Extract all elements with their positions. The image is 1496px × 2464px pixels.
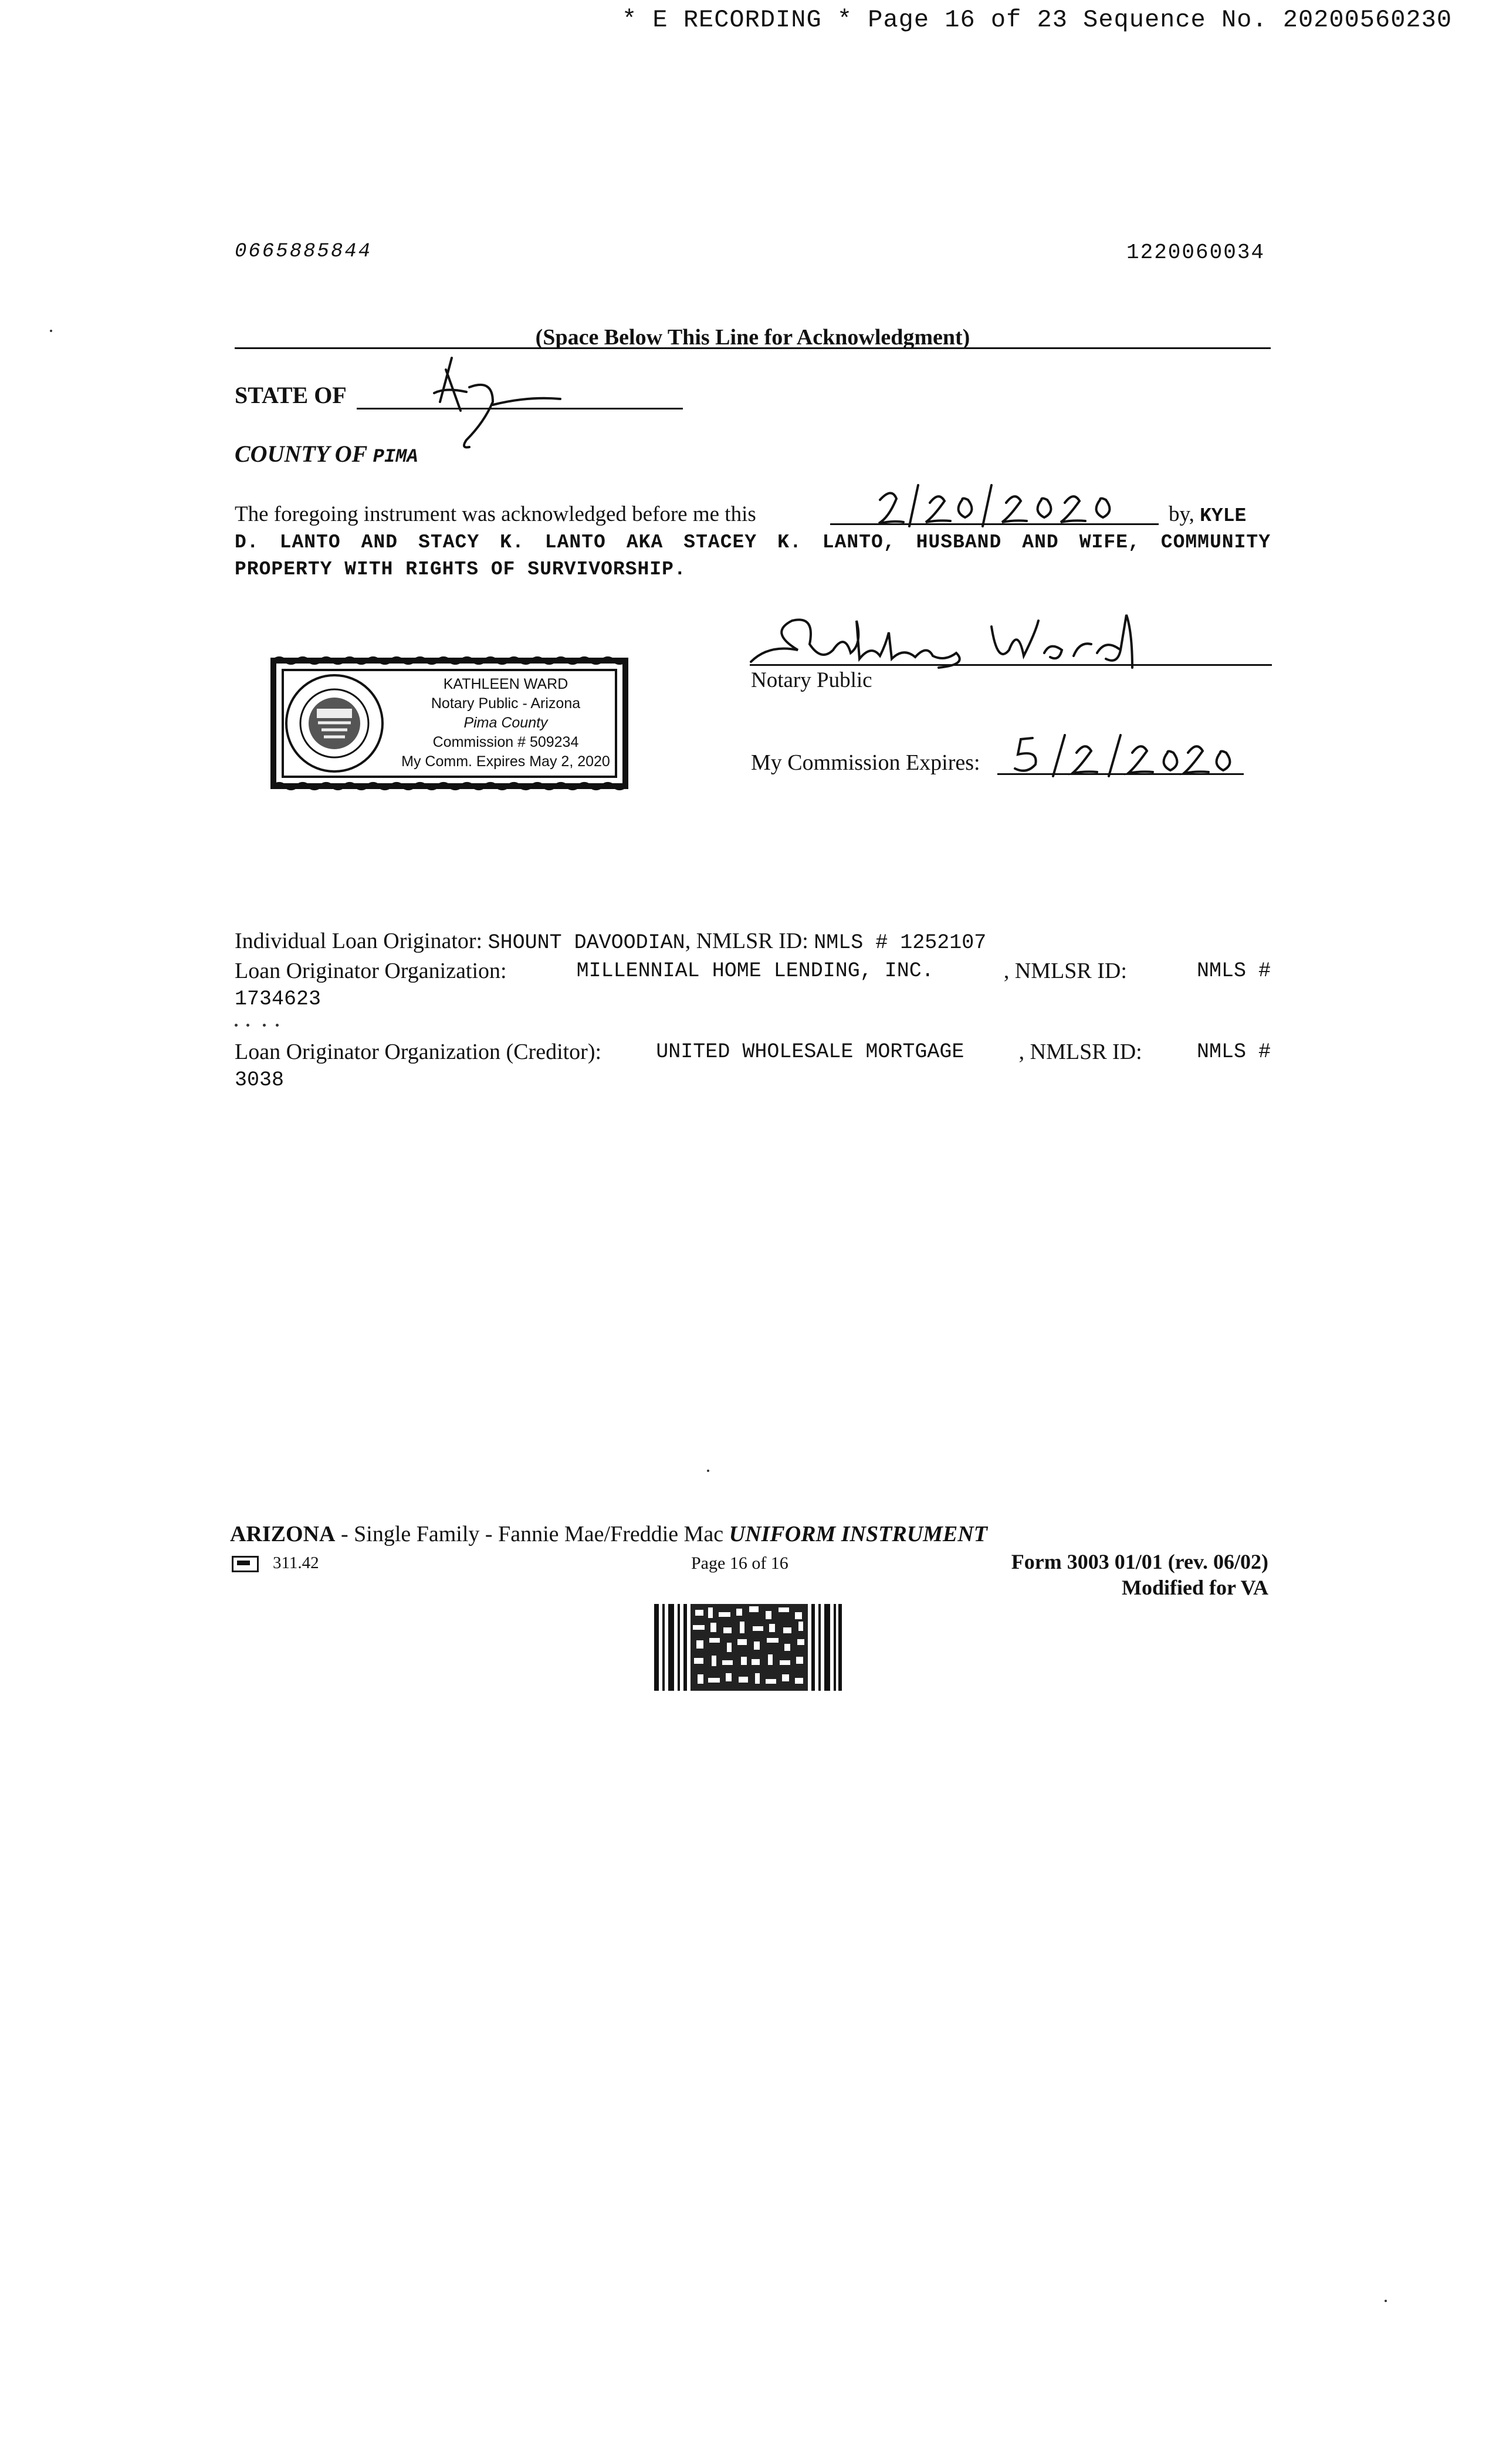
- creditor-row: [235, 1038, 1271, 1066]
- creditor-nmlsr-label: , NMLSR ID:: [1018, 1040, 1142, 1064]
- notary-seal-text: [265, 652, 634, 794]
- scan-speck: [235, 1024, 238, 1027]
- seal-commission: Commission # 509234: [432, 734, 579, 750]
- creditor-name: UNITED WHOLESALE MORTGAGE: [656, 1040, 964, 1064]
- organization-nmlsr-label: , NMLSR ID:: [1003, 959, 1127, 983]
- notary-public-label: Notary Public: [751, 668, 872, 692]
- individual-originator-label: Individual Loan Originator:: [235, 929, 483, 953]
- footer-modified: Modified for VA: [1121, 1576, 1268, 1599]
- seal-expires: My Comm. Expires May 2, 2020: [401, 753, 610, 770]
- seal-title: Notary Public - Arizona: [431, 695, 581, 712]
- footer-page-number: Page 16 of 16: [691, 1553, 788, 1573]
- party-first-word: KYLE: [1200, 505, 1247, 527]
- scan-speck: [50, 330, 52, 332]
- footer-state: ARIZONA: [230, 1522, 336, 1546]
- scan-speck: [276, 1024, 279, 1027]
- commission-expires-handwritten: [1009, 732, 1232, 779]
- individual-nmlsr-label: , NMLSR ID:: [685, 929, 808, 953]
- space-below-heading: (Space Below This Line for Acknowledgment): [535, 325, 970, 350]
- document-barcode: [654, 1604, 842, 1691]
- loan-number-right: 1220060034: [1126, 241, 1265, 265]
- county-line: [235, 440, 418, 468]
- acknowledgment-intro: The foregoing instrument was acknowledged before me this: [235, 502, 756, 526]
- spacer: [235, 1013, 1271, 1038]
- footer-instrument: UNIFORM INSTRUMENT: [729, 1522, 987, 1546]
- seal-county: Pima County: [463, 715, 548, 731]
- individual-originator-row: [235, 927, 1271, 957]
- acknowledging-parties: D. LANTO AND STACY K. LANTO AKA STACEY K. LANTO, HUSBAND AND WIFE, COMMUNITY PROPERTY WITH RIGHTS OF SURVIVORSHIP.: [235, 532, 1271, 580]
- individual-originator-name: SHOUNT DAVOODIAN: [488, 931, 685, 955]
- creditor-nmlsr-id: 3038: [235, 1068, 285, 1092]
- loan-originator-info: [235, 927, 1271, 1094]
- acknowledgment-date-handwritten: [868, 476, 1150, 529]
- loan-number-left: 0665885844: [235, 241, 373, 263]
- footer-code: 311.42: [273, 1553, 319, 1572]
- organization-name: MILLENNIAL HOME LENDING, INC.: [576, 959, 934, 983]
- organization-label: Loan Originator Organization:: [235, 959, 507, 983]
- footer-title: [230, 1521, 987, 1547]
- acknowledgment-divider: [235, 347, 1271, 349]
- recording-header: * E RECORDING * Page 16 of 23 Sequence No. 20200560230: [622, 6, 1453, 34]
- organization-nmlsr-id: 1734623: [235, 987, 321, 1011]
- by-label: by,: [1169, 502, 1194, 526]
- county-value: PIMA: [373, 446, 418, 468]
- state-of-label: STATE OF: [235, 382, 347, 408]
- scan-speck: [263, 1024, 266, 1027]
- seal-name: KATHLEEN WARD: [443, 676, 568, 692]
- form-logo-icon: [232, 1556, 259, 1572]
- footer-form-number: Form 3003 01/01 (rev. 06/02): [1011, 1550, 1268, 1573]
- individual-nmlsr-id: NMLS # 1252107: [814, 931, 987, 955]
- scan-speck: [246, 1024, 249, 1027]
- scan-speck: [1385, 2300, 1387, 2302]
- creditor-label: Loan Originator Organization (Creditor):: [235, 1040, 602, 1064]
- organization-nmlsr-prefix: NMLS #: [1196, 959, 1271, 983]
- creditor-nmlsr-prefix: NMLS #: [1196, 1040, 1271, 1064]
- footer-code-row: [232, 1553, 319, 1573]
- footer-title-middle: - Single Family - Fannie Mae/Freddie Mac: [335, 1522, 729, 1546]
- scan-speck: [707, 1470, 709, 1472]
- footer-form-info: [975, 1549, 1268, 1600]
- signature-line: [750, 664, 1272, 666]
- acknowledgment-by: [1169, 502, 1246, 527]
- organization-row: [235, 957, 1271, 985]
- commission-expires-label: My Commission Expires:: [751, 750, 980, 775]
- county-of-label: COUNTY OF: [235, 441, 367, 467]
- state-handwritten: [411, 346, 563, 452]
